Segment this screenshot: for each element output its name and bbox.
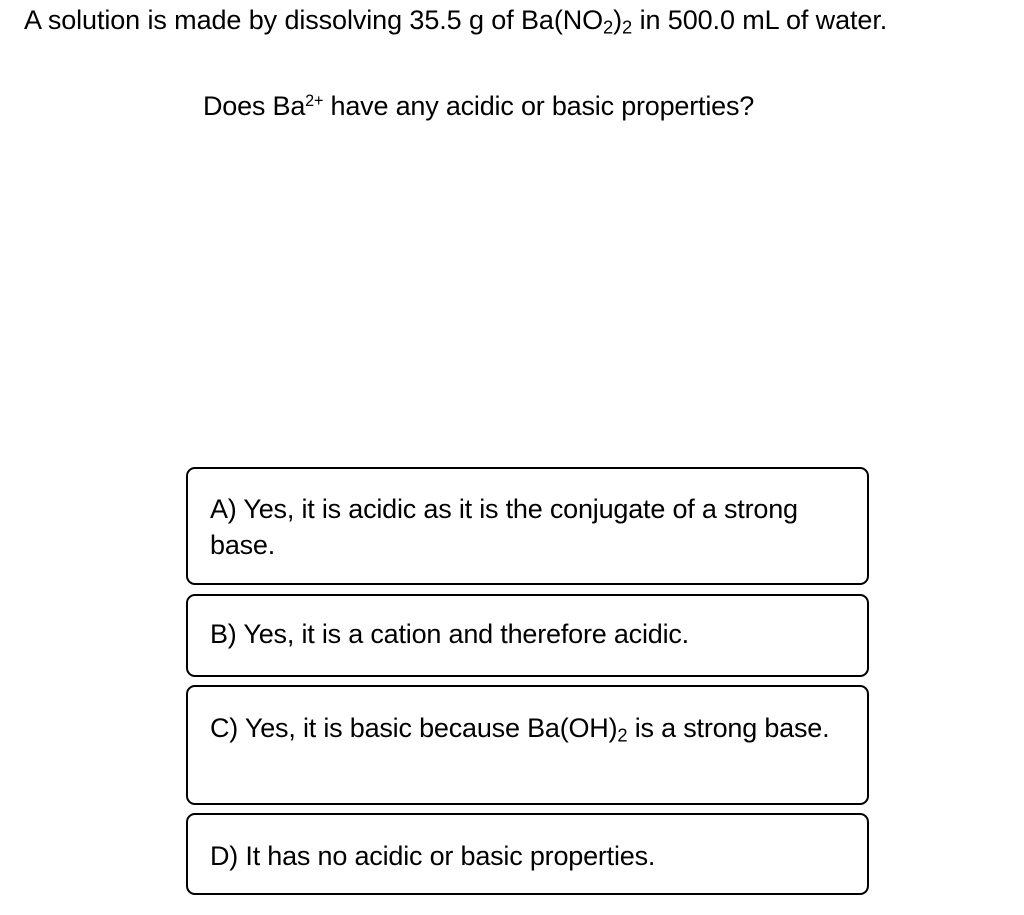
- question-charge-superscript: 2+: [305, 92, 324, 111]
- answer-choice-c-suffix: is a strong base.: [627, 713, 830, 743]
- answer-choice-d[interactable]: [186, 813, 869, 895]
- question-text: [203, 88, 754, 124]
- answer-choice-a-label: A) Yes, it is acidic as it is the conjugate of a strong base.: [210, 494, 798, 560]
- stem-text-prefix: A solution is made by dissolving 35.5 g of Ba(NO: [24, 5, 604, 35]
- stem-subscript-o2: 2: [603, 16, 614, 38]
- answer-choice-b-label: B) Yes, it is a cation and therefore acidic.: [210, 619, 689, 649]
- answer-choice-d-label: D) It has no acidic or basic properties.: [210, 841, 656, 871]
- answer-choice-c-label: [210, 710, 849, 746]
- answer-choice-c[interactable]: [186, 685, 869, 805]
- answer-choice-b[interactable]: [186, 594, 869, 677]
- problem-statement: [24, 2, 887, 38]
- answer-choice-c-prefix: C) Yes, it is basic because Ba(OH): [210, 713, 618, 743]
- question-prefix: Does Ba: [203, 91, 306, 121]
- answer-choice-c-subscript: 2: [617, 724, 628, 746]
- question-suffix: have any acidic or basic properties?: [323, 91, 755, 121]
- stem-text-suffix: in 500.0 mL of water.: [632, 5, 888, 35]
- answer-choice-a[interactable]: [186, 467, 869, 585]
- stem-text-mid: ): [613, 5, 623, 35]
- stem-subscript-paren: 2: [622, 16, 633, 38]
